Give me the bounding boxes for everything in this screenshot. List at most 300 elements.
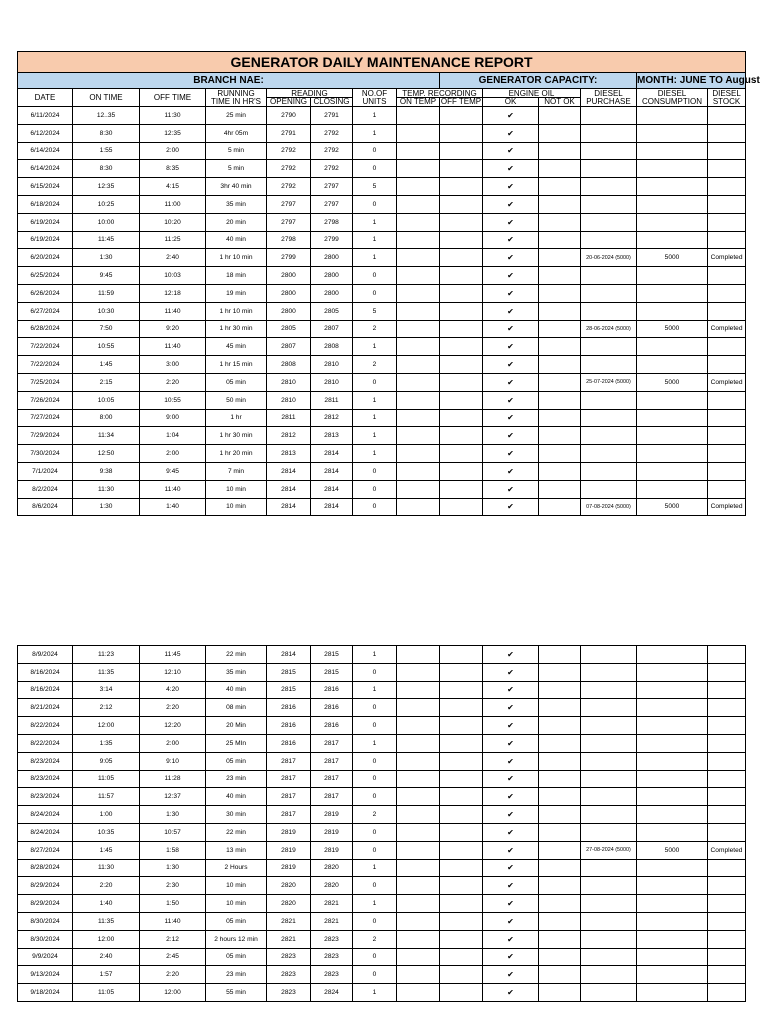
engine-oil-ok-cell: ✔ <box>483 231 539 249</box>
date-cell: 7/25/2024 <box>18 373 73 391</box>
opening-reading-cell: 2819 <box>267 823 311 841</box>
diesel-consumption-cell <box>637 663 708 681</box>
date-cell: 9/13/2024 <box>18 966 73 984</box>
running-time-cell: 50 min <box>206 391 267 409</box>
off-time-cell: 11:40 <box>140 912 206 930</box>
off-time-cell: 11:25 <box>140 231 206 249</box>
table-row <box>18 681 746 699</box>
diesel-consumption-cell <box>637 788 708 806</box>
off-temp-cell <box>440 213 483 231</box>
engine-oil-ok-cell: ✔ <box>483 823 539 841</box>
closing-reading-cell: 2824 <box>311 984 353 1002</box>
diesel-purchase-cell <box>581 267 637 285</box>
diesel-purchase-cell <box>581 213 637 231</box>
diesel-purchase-cell <box>581 966 637 984</box>
on-time-cell: 10:30 <box>73 302 140 320</box>
closing-reading-cell: 2810 <box>311 356 353 374</box>
on-temp-cell <box>397 877 440 895</box>
on-temp-cell <box>397 249 440 267</box>
engine-oil-not-ok-cell <box>539 717 581 735</box>
engine-oil-ok-cell: ✔ <box>483 320 539 338</box>
on-temp-cell <box>397 302 440 320</box>
closing-reading-cell: 2819 <box>311 841 353 859</box>
on-time-cell: 10:00 <box>73 213 140 231</box>
diesel-purchase-cell <box>581 663 637 681</box>
off-temp-cell <box>440 391 483 409</box>
table-row <box>18 498 746 516</box>
off-temp-cell <box>440 498 483 516</box>
off-temp-cell <box>440 841 483 859</box>
closing-reading-cell: 2791 <box>311 107 353 125</box>
engine-oil-ok-cell: ✔ <box>483 966 539 984</box>
on-temp-cell <box>397 770 440 788</box>
off-time-cell: 11:00 <box>140 195 206 213</box>
opening-reading-cell: 2805 <box>267 320 311 338</box>
opening-reading-cell: 2792 <box>267 142 311 160</box>
diesel-purchase-cell <box>581 124 637 142</box>
diesel-consumption-cell <box>637 409 708 427</box>
off-temp-cell <box>440 877 483 895</box>
closing-reading-cell: 2798 <box>311 213 353 231</box>
date-cell: 8/29/2024 <box>18 877 73 895</box>
off-temp-cell <box>440 681 483 699</box>
diesel-purchase-cell <box>581 877 637 895</box>
units-cell: 2 <box>353 356 397 374</box>
diesel-consumption-cell <box>637 480 708 498</box>
date-cell: 6/11/2024 <box>18 107 73 125</box>
diesel-purchase-cell <box>581 231 637 249</box>
closing-reading-cell: 2797 <box>311 178 353 196</box>
on-time-cell: 7:50 <box>73 320 140 338</box>
on-time-cell: 8:30 <box>73 160 140 178</box>
engine-oil-not-ok-cell <box>539 480 581 498</box>
diesel-consumption-cell <box>637 142 708 160</box>
date-cell: 7/30/2024 <box>18 445 73 463</box>
on-time-cell: 11:30 <box>73 859 140 877</box>
on-time-cell: 2:20 <box>73 877 140 895</box>
diesel-consumption-cell <box>637 213 708 231</box>
engine-oil-not-ok-cell <box>539 107 581 125</box>
off-temp-cell <box>440 160 483 178</box>
diesel-consumption-cell <box>637 823 708 841</box>
engine-oil-not-ok-cell <box>539 462 581 480</box>
off-time-cell: 9:00 <box>140 409 206 427</box>
opening-reading-cell: 2800 <box>267 284 311 302</box>
diesel-consumption-cell <box>637 160 708 178</box>
off-time-cell: 11:30 <box>140 107 206 125</box>
off-time-cell: 2:45 <box>140 948 206 966</box>
off-time-cell: 1:58 <box>140 841 206 859</box>
units-cell: 0 <box>353 699 397 717</box>
opening-reading-cell: 2792 <box>267 178 311 196</box>
table-row <box>18 663 746 681</box>
diesel-stock-cell <box>708 895 746 913</box>
engine-oil-not-ok-cell <box>539 142 581 160</box>
closing-reading-cell: 2823 <box>311 966 353 984</box>
date-cell: 8/6/2024 <box>18 498 73 516</box>
on-temp-cell <box>397 409 440 427</box>
table-row <box>18 195 746 213</box>
engine-oil-ok-cell: ✔ <box>483 498 539 516</box>
on-time-cell: 1:30 <box>73 498 140 516</box>
date-cell: 8/16/2024 <box>18 681 73 699</box>
engine-oil-not-ok-cell <box>539 373 581 391</box>
running-time-cell: 20 min <box>206 213 267 231</box>
closing-reading-cell: 2800 <box>311 267 353 285</box>
diesel-stock-cell <box>708 195 746 213</box>
opening-reading-cell: 2807 <box>267 338 311 356</box>
engine-oil-not-ok-cell <box>539 930 581 948</box>
off-time-cell: 12:18 <box>140 284 206 302</box>
header-not-ok: NOT OK <box>539 98 581 107</box>
off-time-cell: 2:20 <box>140 373 206 391</box>
engine-oil-not-ok-cell <box>539 912 581 930</box>
date-cell: 6/19/2024 <box>18 231 73 249</box>
diesel-purchase-cell <box>581 445 637 463</box>
on-temp-cell <box>397 806 440 824</box>
off-temp-cell <box>440 249 483 267</box>
opening-reading-cell: 2821 <box>267 912 311 930</box>
engine-oil-ok-cell: ✔ <box>483 948 539 966</box>
opening-reading-cell: 2797 <box>267 213 311 231</box>
diesel-purchase-cell <box>581 770 637 788</box>
running-time-cell: 05 min <box>206 912 267 930</box>
closing-reading-cell: 2819 <box>311 806 353 824</box>
off-temp-cell <box>440 770 483 788</box>
on-time-cell: 11:35 <box>73 912 140 930</box>
diesel-stock-cell <box>708 231 746 249</box>
off-temp-cell <box>440 124 483 142</box>
running-time-cell: 22 min <box>206 823 267 841</box>
units-cell: 0 <box>353 480 397 498</box>
on-temp-cell <box>397 178 440 196</box>
diesel-purchase-cell <box>581 142 637 160</box>
running-time-cell: 08 min <box>206 699 267 717</box>
opening-reading-cell: 2817 <box>267 770 311 788</box>
table-row <box>18 249 746 267</box>
date-cell: 9/18/2024 <box>18 984 73 1002</box>
off-time-cell: 10:03 <box>140 267 206 285</box>
header-closing: CLOSING <box>311 98 353 107</box>
diesel-stock-cell: Completed <box>708 498 746 516</box>
diesel-stock-cell <box>708 284 746 302</box>
off-temp-cell <box>440 895 483 913</box>
on-temp-cell <box>397 320 440 338</box>
report-rows-page1 <box>18 107 746 516</box>
off-time-cell: 1:30 <box>140 806 206 824</box>
engine-oil-not-ok-cell <box>539 391 581 409</box>
off-time-cell: 12:37 <box>140 788 206 806</box>
diesel-stock-cell <box>708 302 746 320</box>
on-time-cell: 9:45 <box>73 267 140 285</box>
on-time-cell: 11:30 <box>73 480 140 498</box>
date-cell: 6/12/2024 <box>18 124 73 142</box>
closing-reading-cell: 2812 <box>311 409 353 427</box>
off-temp-cell <box>440 948 483 966</box>
off-temp-cell <box>440 445 483 463</box>
generator-capacity-label: GENERATOR CAPACITY: <box>440 73 637 89</box>
on-temp-cell <box>397 124 440 142</box>
closing-reading-cell: 2814 <box>311 445 353 463</box>
closing-reading-cell: 2815 <box>311 663 353 681</box>
engine-oil-not-ok-cell <box>539 966 581 984</box>
units-cell: 0 <box>353 142 397 160</box>
table-row <box>18 841 746 859</box>
off-time-cell: 12:35 <box>140 124 206 142</box>
on-temp-cell <box>397 699 440 717</box>
opening-reading-cell: 2821 <box>267 930 311 948</box>
header-units-line2: UNITS <box>362 96 387 106</box>
off-time-cell: 1:40 <box>140 498 206 516</box>
date-cell: 8/29/2024 <box>18 895 73 913</box>
on-time-cell: 11:05 <box>73 984 140 1002</box>
units-cell: 1 <box>353 409 397 427</box>
units-cell: 1 <box>353 338 397 356</box>
diesel-stock-cell <box>708 178 746 196</box>
diesel-stock-cell <box>708 646 746 664</box>
date-cell: 8/24/2024 <box>18 823 73 841</box>
diesel-consumption-cell <box>637 912 708 930</box>
units-cell: 0 <box>353 823 397 841</box>
header-running-time <box>206 89 267 107</box>
on-temp-cell <box>397 895 440 913</box>
off-time-cell: 10:57 <box>140 823 206 841</box>
engine-oil-ok-cell: ✔ <box>483 912 539 930</box>
diesel-consumption-cell <box>637 948 708 966</box>
on-time-cell: 9:38 <box>73 462 140 480</box>
diesel-stock-cell <box>708 984 746 1002</box>
closing-reading-cell: 2814 <box>311 498 353 516</box>
off-time-cell: 11:28 <box>140 770 206 788</box>
opening-reading-cell: 2815 <box>267 663 311 681</box>
engine-oil-ok-cell: ✔ <box>483 646 539 664</box>
diesel-purchase-cell <box>581 160 637 178</box>
units-cell: 1 <box>353 646 397 664</box>
running-time-cell: 10 min <box>206 480 267 498</box>
date-cell: 8/23/2024 <box>18 788 73 806</box>
diesel-stock-cell <box>708 124 746 142</box>
units-cell: 1 <box>353 895 397 913</box>
diesel-stock-cell <box>708 267 746 285</box>
diesel-purchase-cell <box>581 948 637 966</box>
diesel-consumption-cell <box>637 877 708 895</box>
table-row <box>18 770 746 788</box>
closing-reading-cell: 2808 <box>311 338 353 356</box>
closing-reading-cell: 2814 <box>311 480 353 498</box>
date-cell: 6/18/2024 <box>18 195 73 213</box>
diesel-consumption-cell <box>637 984 708 1002</box>
on-time-cell: 1:00 <box>73 806 140 824</box>
engine-oil-not-ok-cell <box>539 895 581 913</box>
opening-reading-cell: 2823 <box>267 948 311 966</box>
units-cell: 1 <box>353 391 397 409</box>
diesel-stock-cell <box>708 356 746 374</box>
off-temp-cell <box>440 717 483 735</box>
on-temp-cell <box>397 142 440 160</box>
diesel-purchase-cell <box>581 409 637 427</box>
header-engine-oil: ENGINE OIL <box>483 89 581 98</box>
branch-name-label: BRANCH NAE: <box>18 73 440 89</box>
on-time-cell: 11:23 <box>73 646 140 664</box>
units-cell: 5 <box>353 302 397 320</box>
running-time-cell: 10 min <box>206 877 267 895</box>
engine-oil-ok-cell: ✔ <box>483 895 539 913</box>
diesel-stock-cell <box>708 462 746 480</box>
diesel-purchase-cell <box>581 427 637 445</box>
closing-reading-cell: 2821 <box>311 895 353 913</box>
diesel-stock-cell <box>708 663 746 681</box>
engine-oil-not-ok-cell <box>539 249 581 267</box>
diesel-purchase-cell <box>581 391 637 409</box>
opening-reading-cell: 2814 <box>267 646 311 664</box>
closing-reading-cell: 2800 <box>311 249 353 267</box>
off-temp-cell <box>440 646 483 664</box>
closing-reading-cell: 2819 <box>311 823 353 841</box>
diesel-consumption-cell <box>637 895 708 913</box>
off-time-cell: 3:00 <box>140 356 206 374</box>
diesel-purchase-cell <box>581 930 637 948</box>
on-time-cell: 1:45 <box>73 356 140 374</box>
on-temp-cell <box>397 462 440 480</box>
header-purchase-line1: DIESEL <box>594 88 623 98</box>
engine-oil-not-ok-cell <box>539 859 581 877</box>
off-temp-cell <box>440 859 483 877</box>
off-time-cell: 2:20 <box>140 966 206 984</box>
on-temp-cell <box>397 195 440 213</box>
units-cell: 0 <box>353 195 397 213</box>
off-time-cell: 2:00 <box>140 734 206 752</box>
on-temp-cell <box>397 480 440 498</box>
opening-reading-cell: 2820 <box>267 877 311 895</box>
diesel-purchase-cell <box>581 646 637 664</box>
on-time-cell: 12:35 <box>73 178 140 196</box>
off-time-cell: 4:20 <box>140 681 206 699</box>
engine-oil-ok-cell: ✔ <box>483 338 539 356</box>
units-cell: 0 <box>353 663 397 681</box>
engine-oil-ok-cell: ✔ <box>483 160 539 178</box>
diesel-consumption-cell: 5000 <box>637 498 708 516</box>
date-cell: 8/16/2024 <box>18 663 73 681</box>
engine-oil-ok-cell: ✔ <box>483 284 539 302</box>
diesel-consumption-cell <box>637 231 708 249</box>
diesel-stock-cell <box>708 142 746 160</box>
table-row <box>18 930 746 948</box>
engine-oil-not-ok-cell <box>539 445 581 463</box>
units-cell: 1 <box>353 859 397 877</box>
table-row <box>18 107 746 125</box>
running-time-cell: 05 min <box>206 948 267 966</box>
closing-reading-cell: 2816 <box>311 699 353 717</box>
header-off-time: OFF TIME <box>140 89 206 107</box>
diesel-stock-cell <box>708 717 746 735</box>
running-time-cell: 25 MIn <box>206 734 267 752</box>
units-cell: 0 <box>353 717 397 735</box>
on-time-cell: 10:05 <box>73 391 140 409</box>
diesel-purchase-cell <box>581 788 637 806</box>
date-cell: 8/22/2024 <box>18 734 73 752</box>
on-temp-cell <box>397 356 440 374</box>
date-cell: 8/22/2024 <box>18 717 73 735</box>
off-temp-cell <box>440 373 483 391</box>
table-row <box>18 717 746 735</box>
opening-reading-cell: 2817 <box>267 806 311 824</box>
on-temp-cell <box>397 391 440 409</box>
closing-reading-cell: 2817 <box>311 734 353 752</box>
on-time-cell: 8:30 <box>73 124 140 142</box>
running-time-cell: 10 min <box>206 895 267 913</box>
off-temp-cell <box>440 752 483 770</box>
units-cell: 0 <box>353 770 397 788</box>
units-cell: 1 <box>353 427 397 445</box>
engine-oil-not-ok-cell <box>539 498 581 516</box>
diesel-purchase-cell: 20-06-2024 (5000) <box>581 249 637 267</box>
opening-reading-cell: 2799 <box>267 249 311 267</box>
date-cell: 8/30/2024 <box>18 930 73 948</box>
table-row <box>18 445 746 463</box>
off-temp-cell <box>440 462 483 480</box>
closing-reading-cell: 2814 <box>311 462 353 480</box>
table-row <box>18 859 746 877</box>
opening-reading-cell: 2810 <box>267 391 311 409</box>
engine-oil-ok-cell: ✔ <box>483 178 539 196</box>
on-time-cell: 9:05 <box>73 752 140 770</box>
on-time-cell: 12:50 <box>73 445 140 463</box>
opening-reading-cell: 2810 <box>267 373 311 391</box>
header-running-line2: TIME IN HR'S <box>211 96 261 106</box>
on-temp-cell <box>397 930 440 948</box>
diesel-consumption-cell <box>637 717 708 735</box>
engine-oil-not-ok-cell <box>539 409 581 427</box>
date-cell: 8/28/2024 <box>18 859 73 877</box>
engine-oil-ok-cell: ✔ <box>483 142 539 160</box>
diesel-stock-cell: Completed <box>708 320 746 338</box>
closing-reading-cell: 2810 <box>311 373 353 391</box>
table-row <box>18 646 746 664</box>
running-time-cell: 1 hr 20 min <box>206 445 267 463</box>
engine-oil-not-ok-cell <box>539 841 581 859</box>
engine-oil-ok-cell: ✔ <box>483 841 539 859</box>
off-time-cell: 11:45 <box>140 646 206 664</box>
off-temp-cell <box>440 480 483 498</box>
opening-reading-cell: 2817 <box>267 752 311 770</box>
month-label: MONTH: JUNE TO August <box>637 73 746 89</box>
off-temp-cell <box>440 734 483 752</box>
engine-oil-not-ok-cell <box>539 752 581 770</box>
diesel-stock-cell <box>708 160 746 178</box>
off-temp-cell <box>440 930 483 948</box>
diesel-purchase-cell <box>581 895 637 913</box>
on-time-cell: 11:57 <box>73 788 140 806</box>
engine-oil-not-ok-cell <box>539 806 581 824</box>
table-row <box>18 231 746 249</box>
closing-reading-cell: 2817 <box>311 788 353 806</box>
table-row <box>18 267 746 285</box>
diesel-stock-cell <box>708 912 746 930</box>
diesel-purchase-cell: 07-08-2024 (5000) <box>581 498 637 516</box>
table-row <box>18 752 746 770</box>
engine-oil-not-ok-cell <box>539 877 581 895</box>
date-cell: 6/20/2024 <box>18 249 73 267</box>
off-temp-cell <box>440 806 483 824</box>
engine-oil-ok-cell: ✔ <box>483 859 539 877</box>
opening-reading-cell: 2813 <box>267 445 311 463</box>
closing-reading-cell: 2792 <box>311 124 353 142</box>
off-temp-cell <box>440 663 483 681</box>
off-temp-cell <box>440 231 483 249</box>
header-stock-line1: DIESEL <box>712 88 741 98</box>
header-consumption-line1: DIESEL <box>657 88 687 98</box>
closing-reading-cell: 2797 <box>311 195 353 213</box>
